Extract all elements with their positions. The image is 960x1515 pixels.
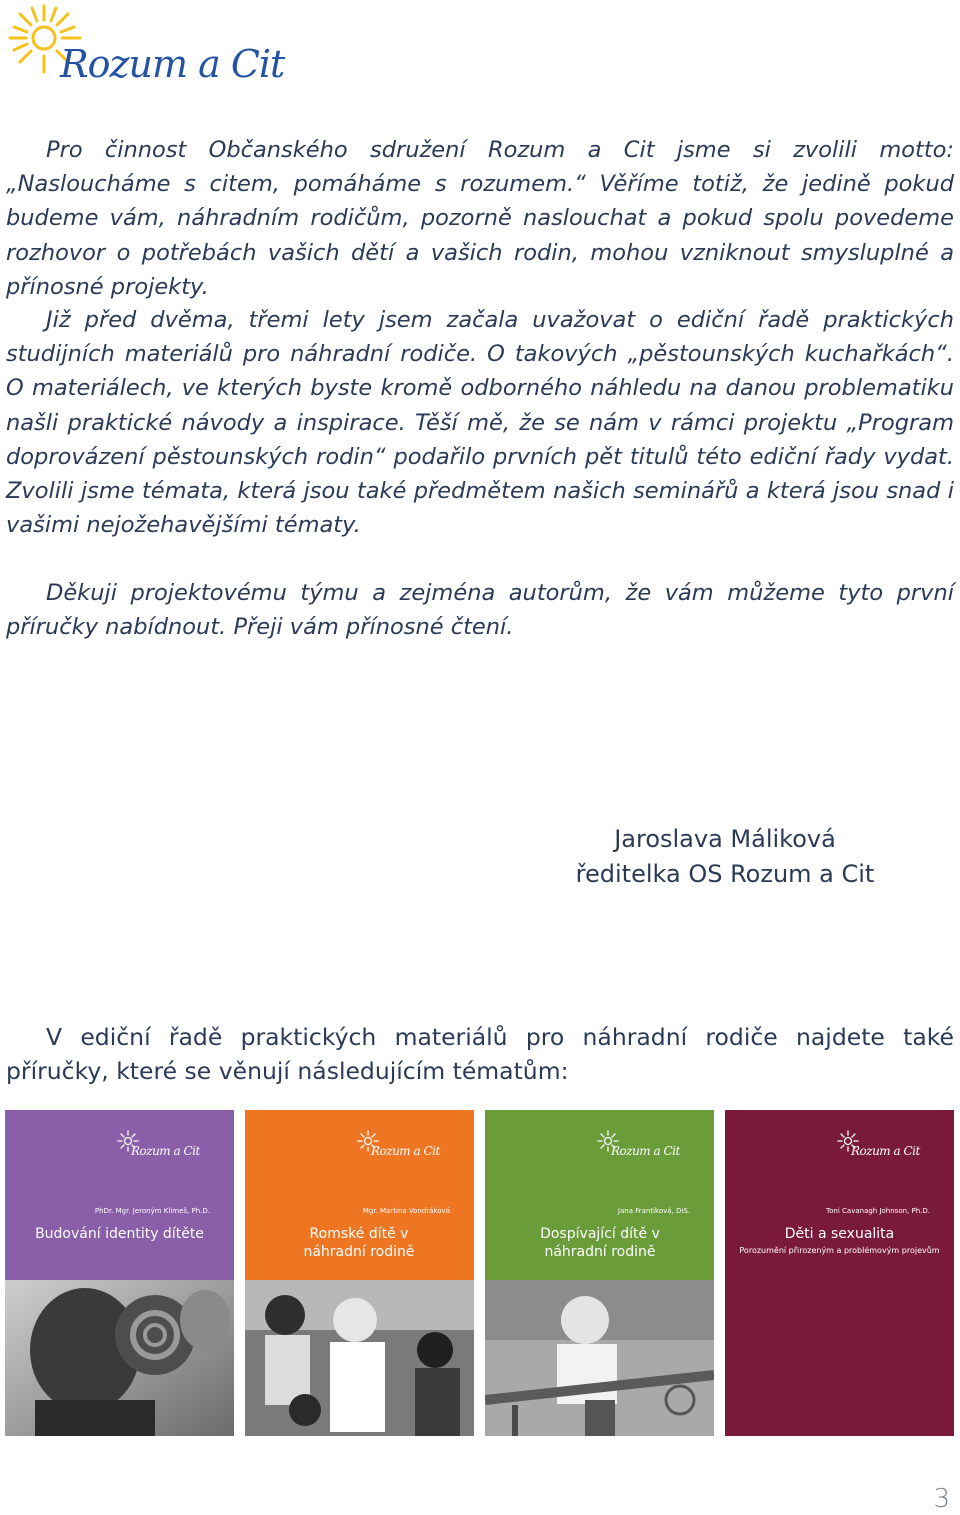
cover-author: Toni Cavanagh Johnson, Ph.D. (826, 1207, 930, 1215)
cover-logo (357, 1130, 457, 1166)
cover-photo-sculpture (5, 1280, 234, 1436)
signature-role: ředitelka OS Rozum a Cit (575, 860, 875, 888)
cover-title: Děti a sexualita (784, 1226, 895, 1242)
brand-logo (4, 2, 285, 86)
cover-logo-text: Rozum a Cit (371, 1144, 440, 1158)
cover-logo (117, 1130, 217, 1166)
book-covers (5, 1110, 955, 1436)
book-cover-adolescent (485, 1110, 714, 1436)
logo-wordmark: Rozum a Cit (60, 42, 285, 86)
page-number: 3 (933, 1484, 950, 1514)
cover-photo-children (245, 1280, 474, 1436)
cover-logo-text: Rozum a Cit (611, 1144, 680, 1158)
cover-photo-boy (485, 1280, 714, 1436)
series-intro: V ediční řadě praktických materiálů pro náhradní rodiče najdete také příručky, které se věnují následujícím tématům: (6, 1023, 954, 1085)
cover-title: Romské dítě v náhradní rodině (303, 1226, 415, 1260)
cover-logo-text: Rozum a Cit (851, 1144, 920, 1158)
book-cover-identity (5, 1110, 234, 1436)
cover-author: Jana Frantíková, DiS. (617, 1207, 690, 1215)
book-cover-roma (245, 1110, 474, 1436)
cover-subtitle: Porozumění přirozeným a problémovým projevům (739, 1246, 940, 1255)
cover-title: Budování identity dítěte (35, 1226, 204, 1242)
intro-paragraph-1: Pro činnost Občanského sdružení Rozum a Cit jsme si zvolili motto: „Nasloucháme s citem, pomáháme s rozumem.“ Věříme totiž, že jedině pokud budeme vám, náhradním rodičům, pozorně naslouchat a pokud spolu povedeme rozhovor o potřebách vašich dětí a vašich rodin, mohou vzniknout smysluplné a přínosné projekty. (6, 137, 954, 300)
signature-name: Jaroslava Máliková (614, 825, 836, 853)
cover-author: Mgr. Martina Vondráková (362, 1207, 450, 1215)
book-cover-sexuality (725, 1110, 954, 1436)
intro-paragraph-3: Děkuji projektovému týmu a zejména autorům, že vám můžeme tyto první příručky nabídnout. Přeji vám přínosné čtení. (6, 580, 954, 641)
intro-paragraph-2: Již před dvěma, třemi lety jsem začala uvažovat o ediční řadě praktických studijních materiálů pro náhradní rodiče. O takových „pěstounských kuchařkách“. O materiálech, ve kterých byste kromě odborného náhledu na danou problematiku našli praktické návody a inspirace. Těší mě, že se nám v rámci projektu „Program doprovázení pěstounských rodin“ podařilo prvních pět titulů této ediční řady vydat. Zvolili jsme témata, která jsou také předmětem našich seminářů a která jsou snad i vašimi nejožehavějšími tématy. (6, 307, 954, 539)
signature (520, 822, 930, 892)
cover-author: PhDr. Mgr. Jeroným Klimeš, Ph.D. (94, 1207, 210, 1215)
cover-logo (597, 1130, 697, 1166)
cover-title: Dospívající dítě v náhradní rodině (540, 1226, 660, 1260)
cover-logo (837, 1130, 937, 1166)
cover-logo-text: Rozum a Cit (131, 1144, 200, 1158)
